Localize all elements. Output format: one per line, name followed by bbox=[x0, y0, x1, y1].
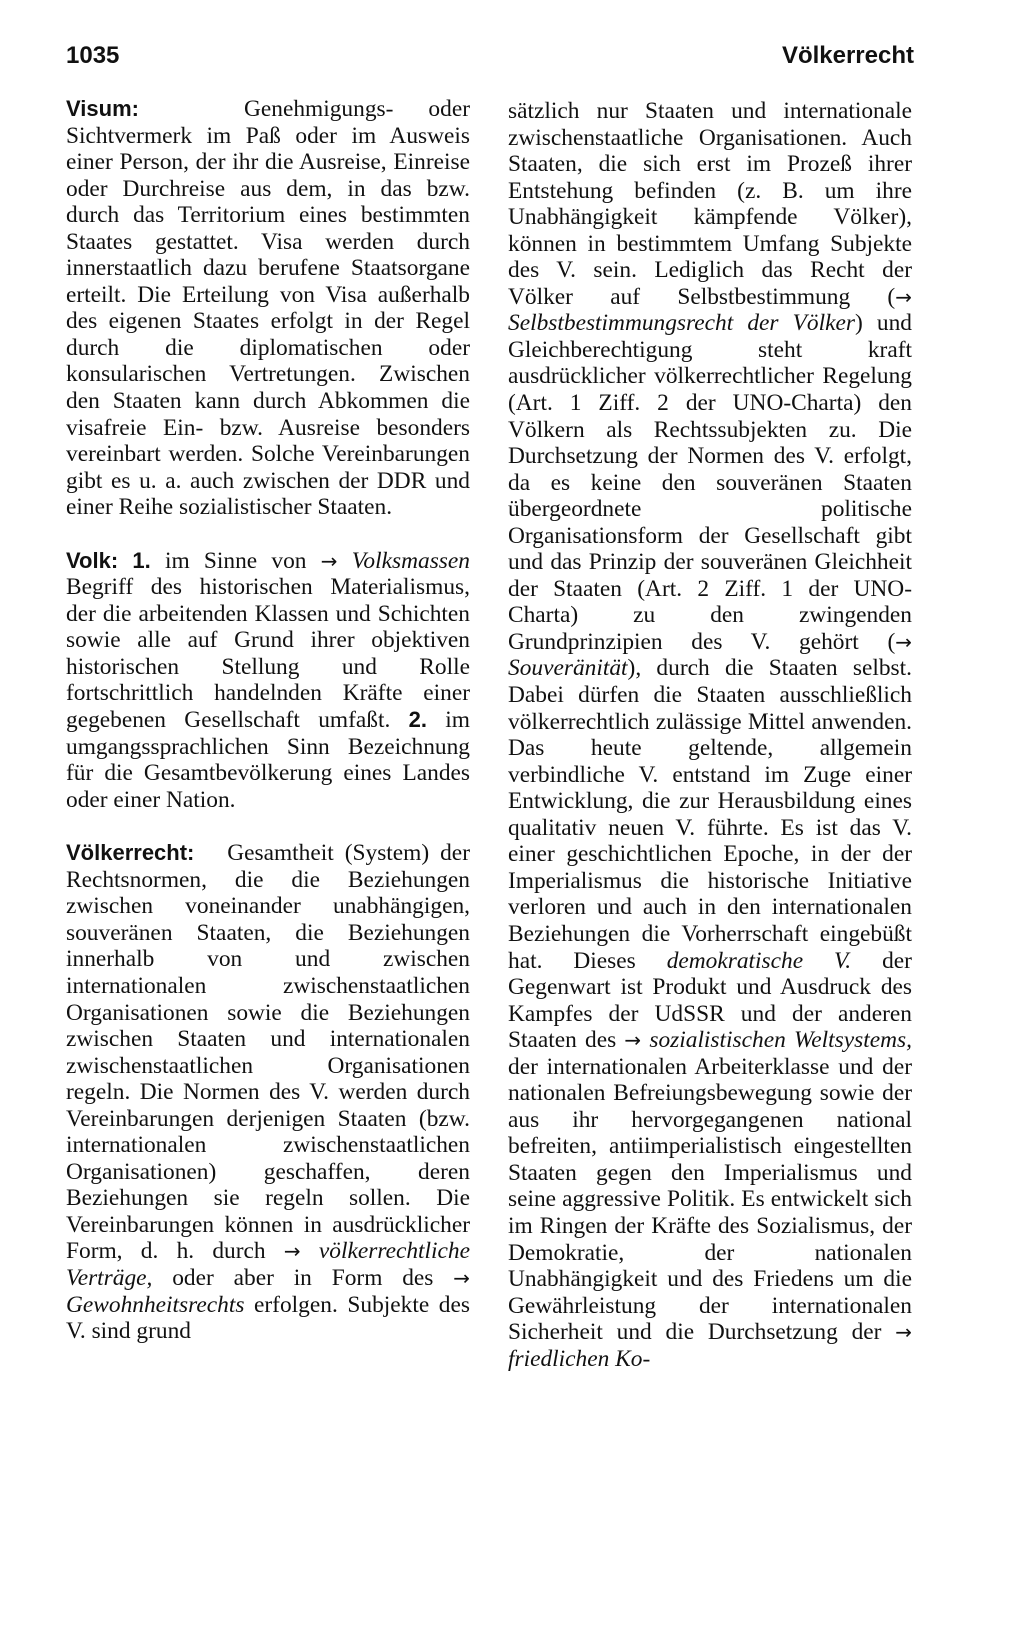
voelkerrecht-text-3b: sätzlich nur Staaten und internationale zwischenstaatliche Organisationen. Auch Staaten, die sich erst im Prozeß ihrer Entstehung befinden (z. B. um ihre Unabhängigkeit kämpfende Völker), können in bestimmtem Umfang Subjekte des V. sein. Lediglich das Recht der Völker auf Selbstbestimmung ( bbox=[508, 98, 912, 310]
voelkerrecht-text-6: der Gegenwart ist Produkt und Ausdruck des Kampfes der UdSSR und der anderen Staaten des bbox=[508, 947, 912, 1054]
volk-text-2: Begriff des historischen Materialismus, der die arbeitenden Klassen und Schichten sowie alle auf Grund ihrer objektiven historischen Stellung und Rolle fortschrittlich handelnden Kräfte einer gegebenen Gesellschaft umfaßt. bbox=[66, 574, 470, 734]
cross-reference-arrow-icon: → bbox=[320, 548, 338, 573]
cross-reference-selbstbestimmungsrecht[interactable]: Selbstbestimmungsrecht der Völker bbox=[508, 310, 855, 337]
right-column bbox=[508, 98, 912, 1372]
cross-reference-arrow-icon: → bbox=[895, 284, 912, 309]
voelkerrecht-text-3a: erfolgen. Subjekte des V. sind grund bbox=[66, 1291, 470, 1345]
entry-volk bbox=[66, 548, 470, 813]
cross-reference-friedliche-koexistenz[interactable]: friedlichen Ko- bbox=[508, 1345, 651, 1372]
headword-voelkerrecht: Völkerrecht: bbox=[66, 840, 195, 866]
cross-reference-arrow-icon: → bbox=[283, 1239, 301, 1264]
voelkerrecht-text-4: ) und Gleichberechtigung steht kraft ausdrücklicher völkerrechtlicher Regelung (Art. 1 Ziff. 2 der UNO-Charta) den Völkern als Rechtssubjekten zu. Die Durchsetzung der Normen des V. erfolgt, da es keine den souveränen Staaten übergeordnete politische Organisationsform der Gesellschaft gibt und das Prinzip der souveränen Gleichheit der Staaten (Art. 2 Ziff. 1 der UNO-Charta) zu den zwingenden Grundprinzipien des V. gehört ( bbox=[508, 310, 912, 655]
cross-reference-volksmassen[interactable]: Volksmassen bbox=[351, 547, 470, 574]
voelkerrecht-text-7: der internationalen Arbeiterklasse und der nationalen Befreiungsbewegung sowie der aus ihr hervorgegangenen national befreiten, antiimperialistisch eingestellten Staaten gegen den Imperialismus und seine aggressive Politik. Es entwickelt sich im Ringen der Kräfte des Sozialismus, der Demokratie, der nationalen Unabhängigkeit und des Friedens um die Gewährleistung der internationalen Sicherheit und die Durchsetzung der bbox=[508, 1053, 912, 1346]
voelkerrecht-text-2: oder aber in Form des bbox=[172, 1264, 434, 1291]
entry-visum bbox=[66, 96, 470, 521]
term-demokratisches-voelkerrecht: demokratische V. bbox=[666, 947, 852, 974]
cross-reference-arrow-icon: → bbox=[895, 1320, 912, 1345]
cross-reference-voelkerrechtliche-vertraege[interactable]: völkerrechtliche Verträge, bbox=[66, 1238, 470, 1291]
running-title: Völkerrecht bbox=[781, 42, 914, 69]
cross-reference-gewohnheitsrecht[interactable]: Gewohnheitsrechts bbox=[66, 1291, 245, 1318]
entry-voelkerrecht-continued bbox=[508, 98, 912, 1372]
cross-reference-sozialistisches-weltsystem[interactable]: sozialistischen Weltsystems, bbox=[649, 1027, 912, 1054]
page-header bbox=[66, 42, 914, 76]
sense-number-1: 1. bbox=[132, 547, 151, 573]
headword-volk: Volk: bbox=[66, 547, 119, 573]
left-column bbox=[66, 96, 470, 1372]
voelkerrecht-text-1: Gesamtheit (System) der Rechtsnormen, die die Beziehungen zwischen voneinander unabhängigen, souveränen Staaten, die Beziehungen innerhalb von und zwischen internationalen zwischenstaatlichen Organisationen sowie die Beziehungen zwischen Staaten und internationalen zwischenstaatlichen Organisationen regeln. Die Normen des V. werden durch Vereinbarungen derjenigen Staaten (bzw. internationalen zwischenstaatlichen Organisationen) geschaffen, deren Beziehungen sie regeln sollen. Die Vereinbarungen können in ausdrücklicher Form, d. h. durch bbox=[66, 840, 470, 1265]
cross-reference-arrow-icon: → bbox=[624, 1028, 642, 1053]
volk-text-1: im Sinne von bbox=[164, 547, 307, 574]
entry-voelkerrecht bbox=[66, 840, 470, 1344]
cross-reference-arrow-icon: → bbox=[453, 1265, 470, 1290]
page-number: 1035 bbox=[66, 42, 120, 69]
entry-visum-text: Genehmigungs- oder Sichtvermerk im Paß oder im Ausweis einer Person, der ihr die Ausreise, Einreise oder Durchreise aus dem, in das bzw. durch das Territorium eines bestimmten Staates gestattet. Visa werden durch innerstaatlich dazu berufene Staatsorgane erteilt. Die Erteilung von Visa außerhalb des eigenen Staates erfolgt in der Regel durch die diplomatischen oder konsularischen Vertretungen. Zwischen den Staaten kann durch Abkommen die visafreie Ein- bzw. Ausreise besonders vereinbart werden. Solche Vereinbarungen gibt es u. a. auch zwischen der DDR und einer Reihe sozialistischer Staaten. bbox=[66, 96, 470, 521]
cross-reference-arrow-icon: → bbox=[895, 629, 912, 654]
volk-text-3: im umgangssprachlichen Sinn Bezeichnung für die Gesamtbevölkerung eines Landes oder einer Nation. bbox=[66, 707, 470, 813]
voelkerrecht-text-5: ), durch die Staaten selbst. Dabei dürfen die Staaten ausschließlich völkerrechtlich zulässige Mittel anwenden. Das heute geltende, allgemein verbindliche V. entstand im Zuge einer Entwicklung, die zur Herausbildung eines qualitativ neuen V. führte. Es ist das V. einer geschichtlichen Epoche, in der der Imperialismus die historische Initiative verloren und auch in den internationalen Beziehungen die Vorherrschaft eingebüßt hat. Dieses bbox=[508, 655, 912, 974]
headword-visum: Visum: bbox=[66, 96, 139, 121]
cross-reference-souveraenitaet[interactable]: Souveränität bbox=[508, 655, 628, 682]
sense-number-2: 2. bbox=[408, 707, 427, 733]
